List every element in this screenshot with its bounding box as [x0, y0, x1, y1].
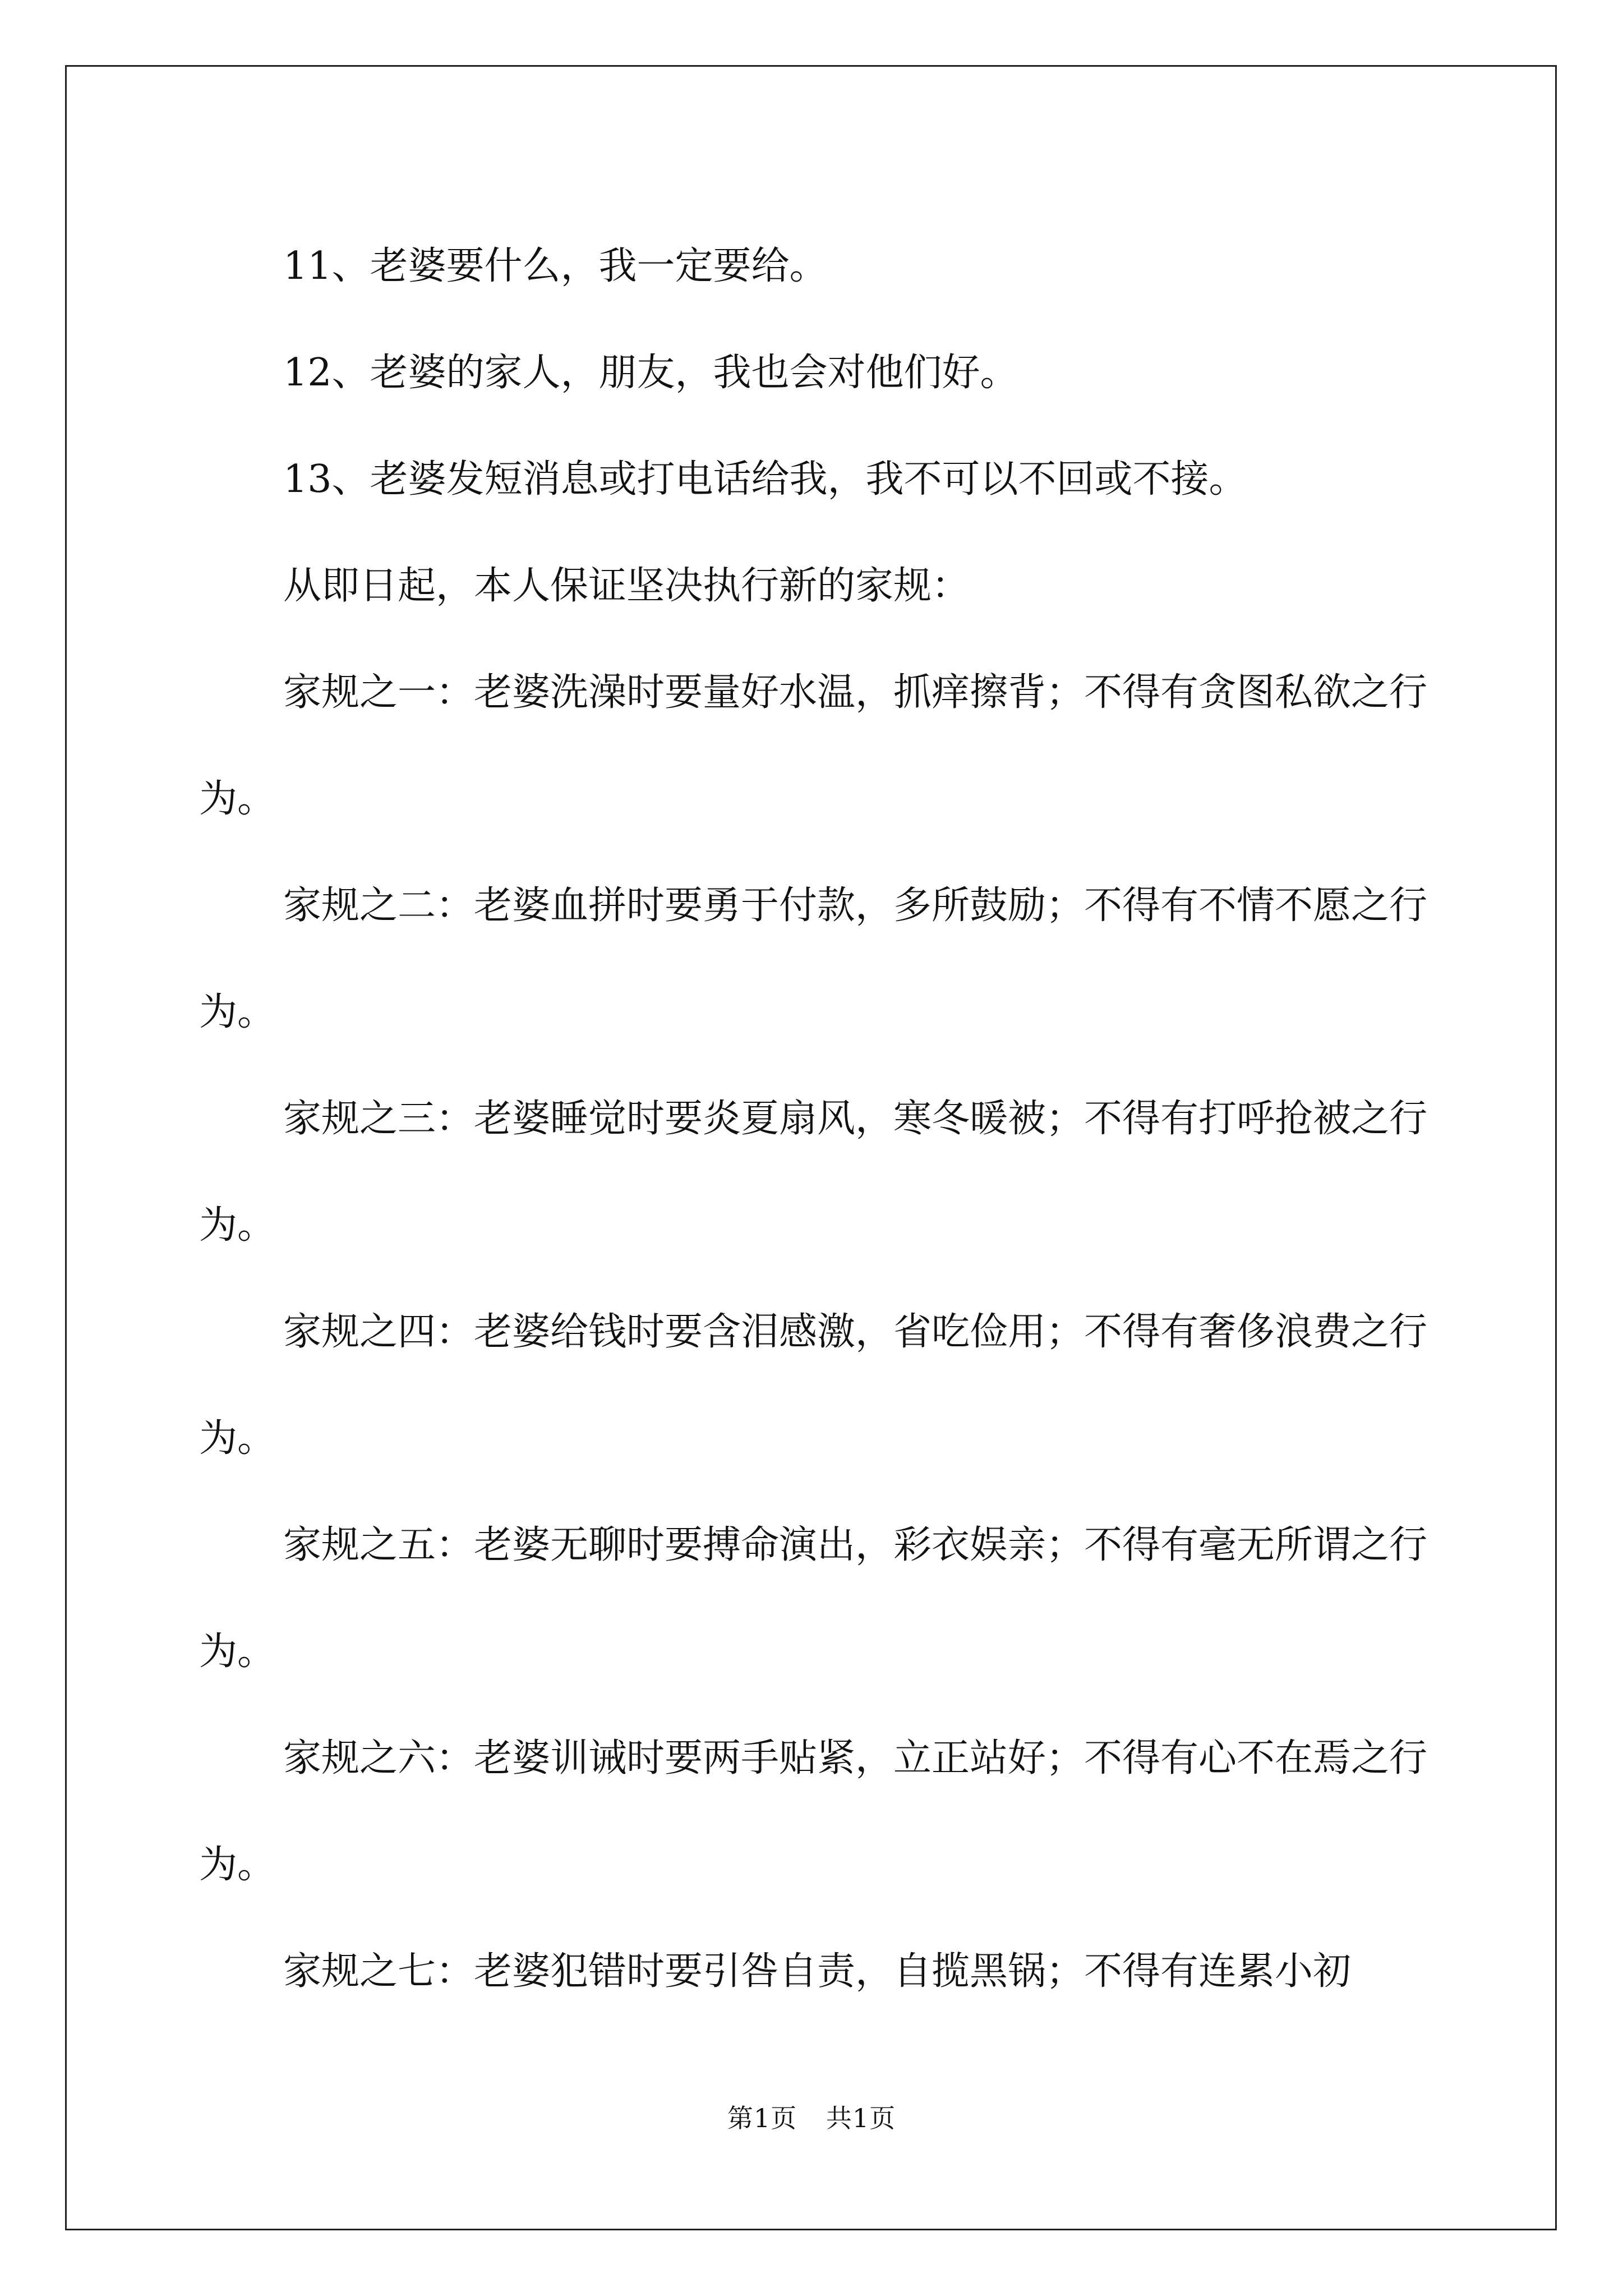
paragraph-rule-6: 家规之六：老婆训诫时要两手贴紧，立正站好；不得有心不在焉之行为。 — [199, 1736, 1428, 1887]
paragraph-rule-5: 家规之五：老婆无聊时要搏命演出，彩衣娱亲；不得有毫无所谓之行为。 — [199, 1523, 1428, 1674]
paragraph-rule-4: 家规之四：老婆给钱时要含泪感激，省吃俭用；不得有奢侈浪费之行为。 — [199, 1310, 1428, 1461]
paragraph-item-13: 13、老婆发短消息或打电话给我，我不可以不回或不接。 — [283, 457, 1247, 501]
paragraph-rule-7: 家规之七：老婆犯错时要引咎自责，自揽黑锅；不得有连累小初 — [283, 1949, 1352, 1994]
paragraph-intro: 从即日起，本人保证坚决执行新的家规： — [283, 564, 970, 608]
page-number-current: 第1页 — [727, 2103, 797, 2133]
paragraph-item-12: 12、老婆的家人，朋友，我也会对他们好。 — [283, 351, 1018, 395]
paragraph-item-11: 11、老婆要什么，我一定要给。 — [283, 244, 828, 288]
document-body — [199, 213, 1433, 2025]
paragraph-rule-1: 家规之一：老婆洗澡时要量好水温，抓痒擦背；不得有贪图私欲之行为。 — [199, 670, 1428, 821]
page-number-total: 共1页 — [826, 2103, 896, 2133]
page-footer — [0, 2098, 1623, 2135]
paragraph-rule-2: 家规之二：老婆血拼时要勇于付款，多所鼓励；不得有不情不愿之行为。 — [199, 884, 1428, 1034]
paragraph-rule-3: 家规之三：老婆睡觉时要炎夏扇风，寒冬暖被；不得有打呼抢被之行为。 — [199, 1097, 1428, 1248]
